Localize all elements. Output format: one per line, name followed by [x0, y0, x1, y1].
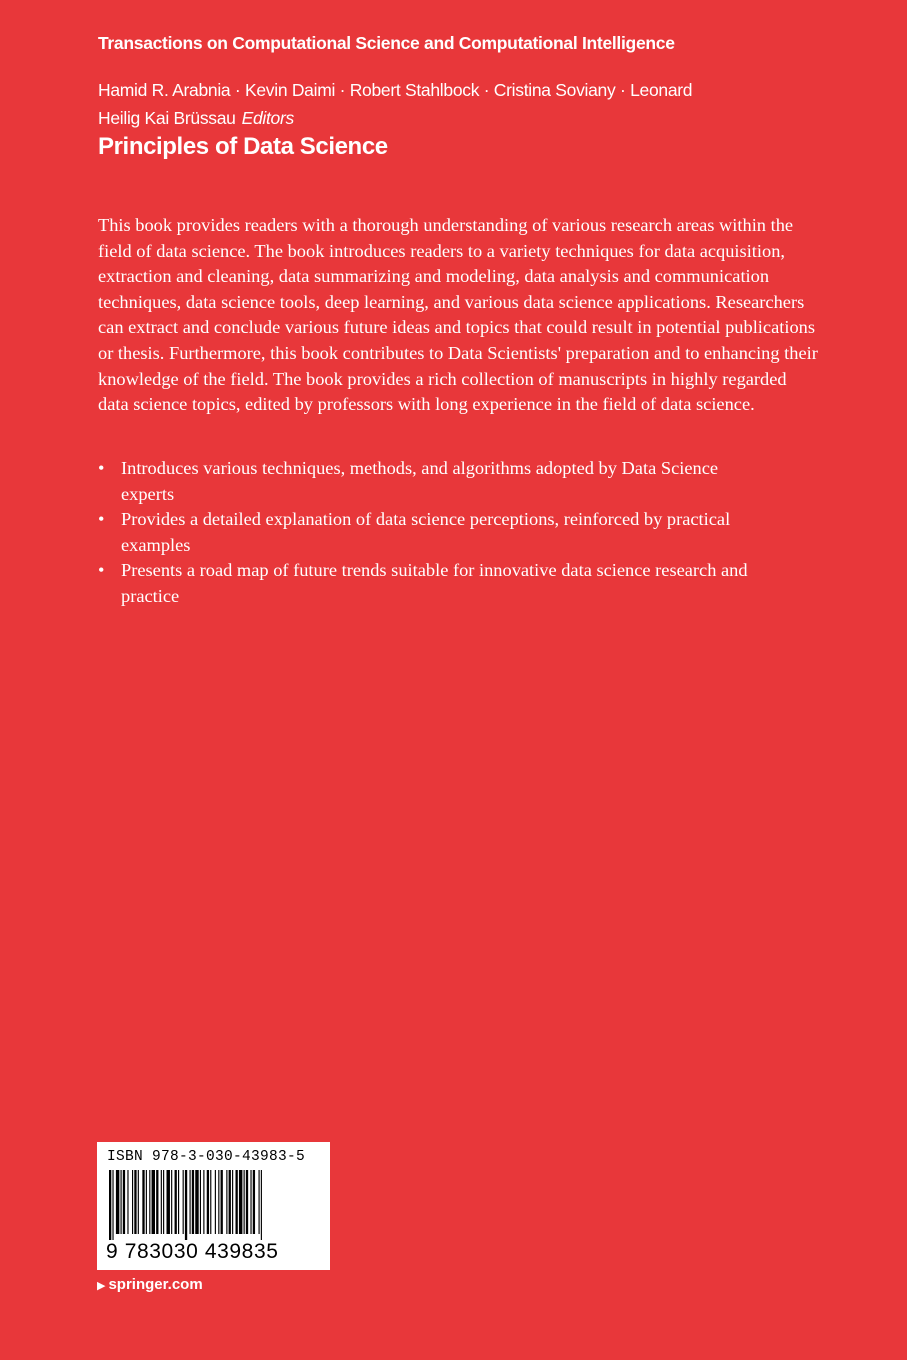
barcode-bar: [261, 1170, 262, 1240]
barcode-bar: [127, 1170, 128, 1234]
barcode-bar: [156, 1170, 158, 1234]
barcode-bar: [236, 1170, 238, 1234]
barcode-bar: [142, 1170, 144, 1234]
barcode-bar: [167, 1170, 170, 1234]
barcode-bar: [232, 1170, 233, 1234]
barcode-bar: [163, 1170, 164, 1234]
publisher-link[interactable]: [97, 1276, 203, 1293]
editors-line: [98, 76, 738, 132]
barcode-bar: [138, 1170, 139, 1234]
barcode-bar: [152, 1170, 155, 1234]
barcode-bar: [175, 1170, 177, 1234]
barcode-bar: [229, 1170, 231, 1234]
barcode-bar: [109, 1170, 111, 1240]
barcode-bars: [105, 1170, 321, 1240]
barcode-bar: [195, 1170, 198, 1234]
bullet-marker: •: [98, 458, 105, 478]
isbn-label: ISBN 978-3-030-43983-5: [107, 1149, 306, 1165]
editor-names: Hamid R. Arabnia · Kevin Daimi · Robert Stahlbock · Cristina Soviany · Leonard Heilig Kai Brüssau: [98, 80, 693, 128]
publisher-site: springer.com: [108, 1276, 203, 1293]
barcode-bar: [112, 1170, 113, 1240]
barcode-bar: [192, 1170, 194, 1234]
barcode-bar: [161, 1170, 162, 1234]
barcode-bar: [121, 1170, 122, 1234]
bullet-text: Presents a road map of future trends suitable for innovative data science research and practice: [121, 560, 748, 606]
barcode-bar: [134, 1170, 136, 1234]
list-item: [98, 507, 758, 558]
barcode-bar: [185, 1170, 187, 1240]
barcode-bar: [244, 1170, 245, 1234]
barcode-bar: [149, 1170, 150, 1234]
book-title: Principles of Data Science: [98, 133, 388, 160]
barcode-bar: [116, 1170, 119, 1234]
list-item: [98, 456, 758, 507]
series-title: Transactions on Computational Science and Computational Intelligence: [98, 33, 675, 53]
barcode-bar: [226, 1170, 227, 1234]
list-item: [98, 558, 758, 609]
barcode-bar: [132, 1170, 133, 1234]
barcode-bar: [239, 1170, 242, 1234]
barcode-bar: [253, 1170, 255, 1234]
editors-role: Editors: [241, 108, 294, 128]
barcode-bar: [259, 1170, 260, 1234]
barcode-bar: [178, 1170, 179, 1234]
barcode-bar: [218, 1170, 219, 1234]
barcode-bar: [200, 1170, 201, 1234]
bullet-marker: •: [98, 509, 105, 530]
bullet-text: Introduces various techniques, methods, and algorithms adopted by Data Science experts: [121, 458, 719, 504]
barcode-bar: [207, 1170, 209, 1234]
arrow-right-icon: ▶: [97, 1280, 106, 1292]
barcode-bar: [215, 1170, 216, 1234]
feature-list: [98, 456, 758, 610]
bullet-text: Provides a detailed explanation of data science perceptions, reinforced by practical examples: [121, 509, 731, 555]
barcode-bar: [146, 1170, 147, 1234]
barcode-bar: [190, 1170, 191, 1234]
barcode-bar: [183, 1170, 184, 1234]
barcode-digits: 9 783030 439835: [106, 1240, 279, 1263]
book-description: This book provides readers with a thorough understanding of various research areas within the field of data science. The book introduces readers to a variety techniques for data acquisition, extraction and cleaning, data summarizing and modeling, data analysis and communication techniques, data science tools, deep learning, and various data science applications. Researchers can extract and conclude various future ideas and topics that could result in potential publications or thesis. Furthermore, this book contributes to Data Scientists' preparation and to enhancing their knowledge of the field. The book provides a rich collection of manuscripts in highly regarded data science topics, edited by professors with long experience in the field of data science.: [98, 215, 818, 415]
isbn-barcode: [97, 1142, 330, 1270]
barcode-bar: [203, 1170, 204, 1234]
barcode-bar: [123, 1170, 125, 1234]
barcode-bar: [221, 1170, 223, 1234]
barcode-bar: [250, 1170, 251, 1234]
barcode-bar: [246, 1170, 248, 1234]
barcode-bar: [210, 1170, 211, 1234]
barcode-bar: [171, 1170, 172, 1234]
bullet-marker: •: [98, 560, 105, 581]
